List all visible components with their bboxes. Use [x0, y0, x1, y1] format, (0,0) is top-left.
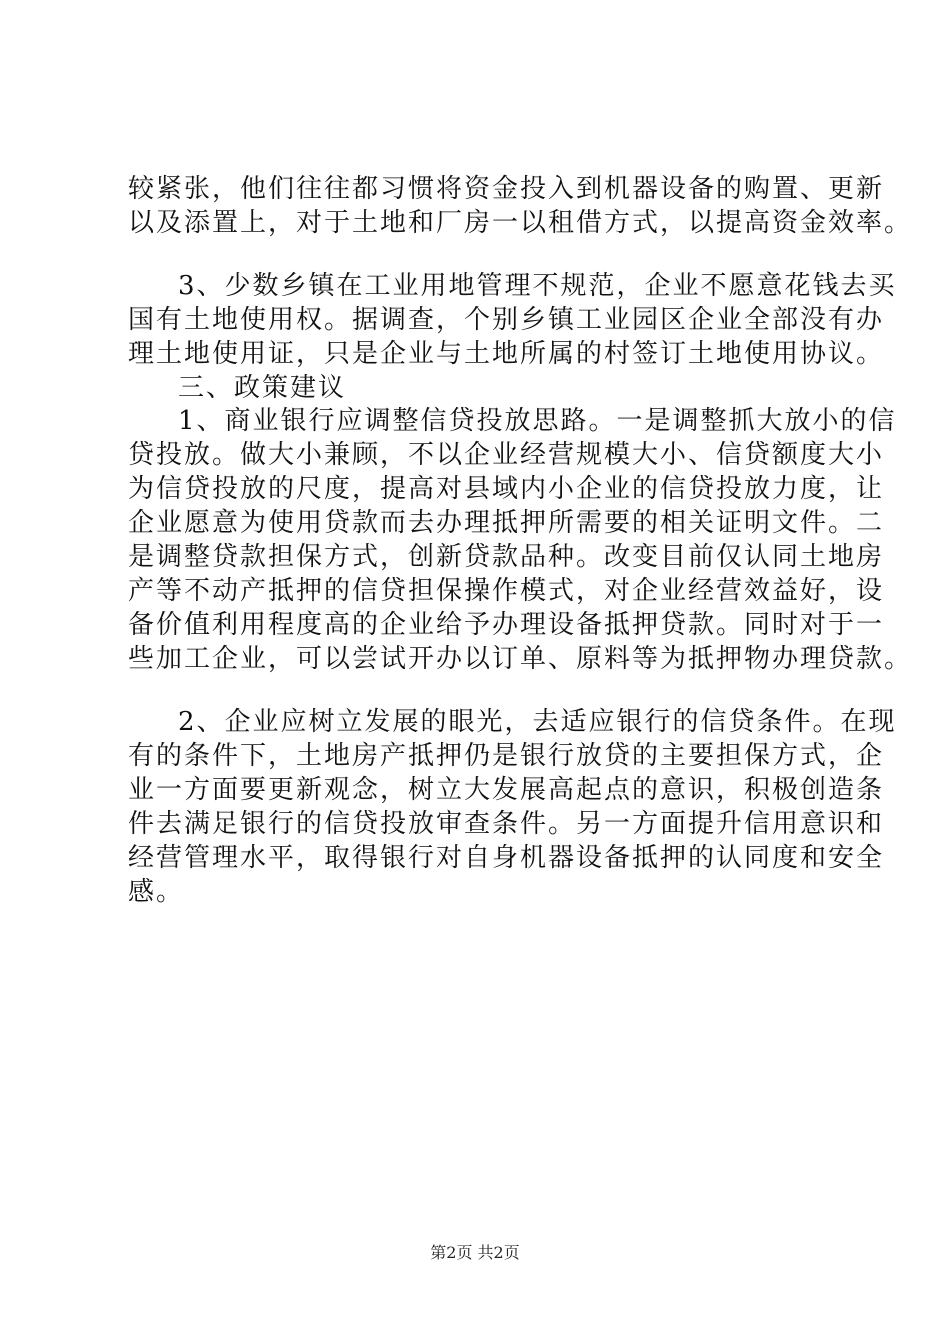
text-line: 较紧张，他们往往都习惯将资金投入到机器设备的购置、更新	[128, 174, 885, 204]
text-line: 有的条件下，土地房产抵押仍是银行放贷的主要担保方式，企	[128, 741, 885, 771]
text-line: 3、少数乡镇在工业用地管理不规范，企业不愿意花钱去买	[178, 271, 897, 301]
text-line: 为信贷投放的尺度，提高对县域内小企业的信贷投放力度，让	[128, 474, 885, 504]
text-line: 件去满足银行的信贷投放审查条件。另一方面提升信用意识和	[128, 809, 885, 839]
text-line: 贷投放。做大小兼顾，不以企业经营规模大小、信贷额度大小	[128, 440, 885, 470]
text-line: 经营管理水平，取得银行对自身机器设备抵押的认同度和安全	[128, 843, 885, 873]
text-line: 是调整贷款担保方式，创新贷款品种。改变目前仅认同土地房	[128, 542, 885, 572]
text-line: 国有土地使用权。据调查，个别乡镇工业园区企业全部没有办	[128, 305, 885, 335]
text-line: 1、商业银行应调整信贷投放思路。一是调整抓大放小的信	[178, 406, 897, 436]
text-line: 备价值利用程度高的企业给予办理设备抵押贷款。同时对于一	[128, 610, 885, 640]
text-line: 感。	[128, 877, 185, 907]
text-line: 以及添置上，对于土地和厂房一以租借方式，以提高资金效率。	[128, 208, 913, 238]
page-footer: 第2页 共2页	[430, 1243, 520, 1262]
text-line: 企业愿意为使用贷款而去办理抵押所需要的相关证明文件。二	[128, 508, 885, 538]
text-line: 2、企业应树立发展的眼光，去适应银行的信贷条件。在现	[178, 707, 897, 737]
text-line: 理土地使用证，只是企业与土地所属的村签订土地使用协议。	[128, 339, 885, 369]
text-line: 些加工企业，可以尝试开办以订单、原料等为抵押物办理贷款。	[128, 644, 913, 674]
section-heading: 三、政策建议	[178, 373, 347, 403]
text-line: 业一方面要更新观念，树立大发展高起点的意识，积极创造条	[128, 775, 885, 805]
text-line: 产等不动产抵押的信贷担保操作模式，对企业经营效益好，设	[128, 576, 885, 606]
